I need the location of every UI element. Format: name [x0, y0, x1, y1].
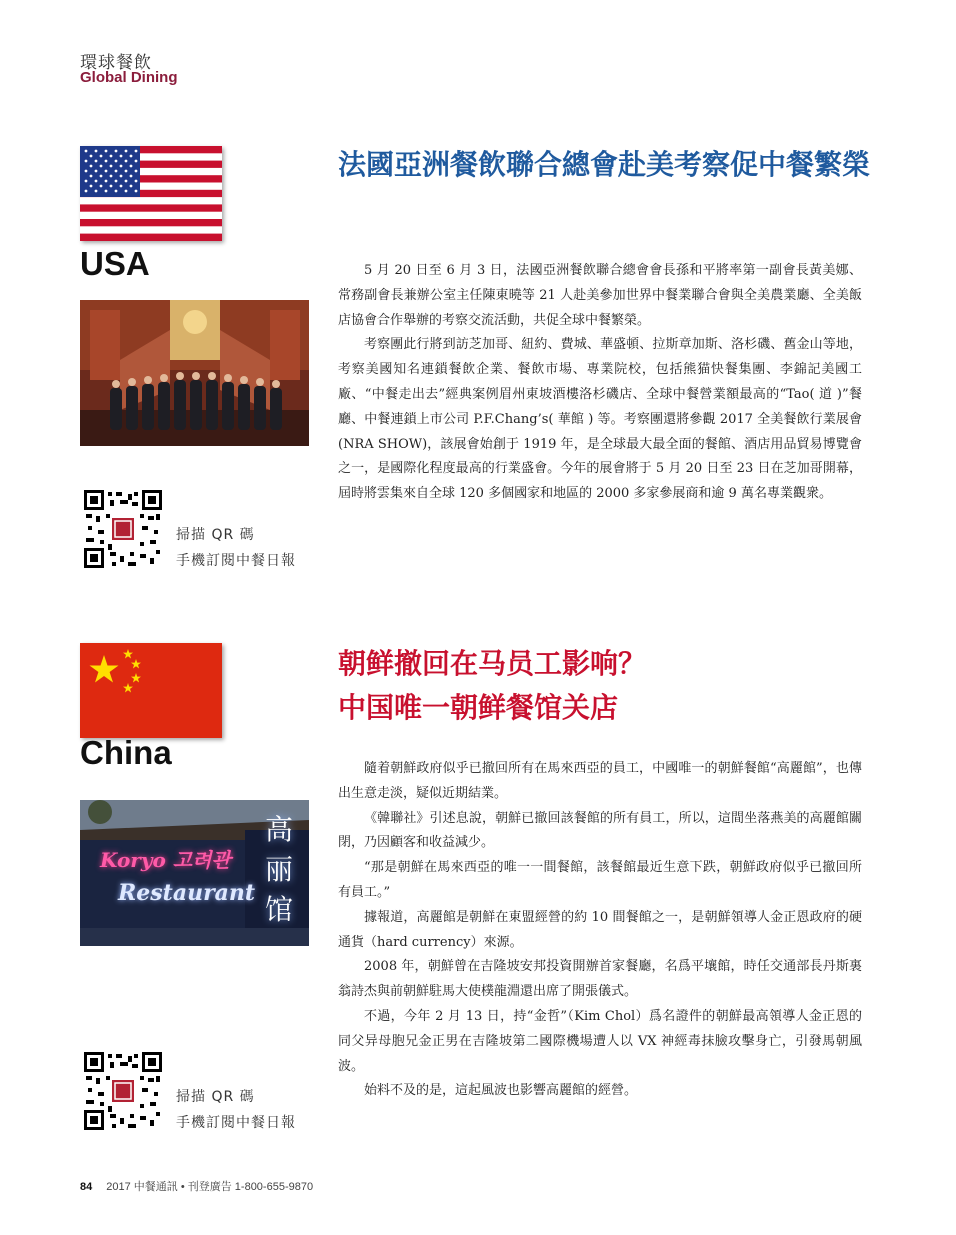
paragraph: 2008 年，朝鮮曾在吉隆坡安邦投資開辦首家餐廳，名爲平壤館，時任交通部長丹斯裏翁詩杰與前朝鮮駐馬大使樸龍淵還出席了開張儀式。 [338, 959, 862, 1000]
usa-flag-image [80, 146, 222, 241]
country-label-china: China [80, 734, 172, 771]
paragraph: “那是朝鮮在馬來西亞的唯一一間餐館，該餐館最近生意下跌，朝鮮政府似乎已撤回所有員工。” [338, 860, 862, 900]
paragraph: 據報道，高麗館是朝鮮在東盟經營的約 10 間餐館之一，是朝鮮領導人金正恩政府的硬通貨（hard currency）來源。 [338, 909, 862, 950]
page-number: 84 [80, 1181, 93, 1193]
sign-koryo-text: Koryo 고려관 [100, 848, 231, 872]
delegation-group-photo [80, 300, 309, 446]
section-title-en: Global Dining [80, 69, 178, 86]
section-title-zh: 環球餐飲 [80, 53, 152, 73]
headline-line1: 朝鲜撤回在马员工影响？ [338, 647, 647, 680]
paragraph: 5 月 20 日至 6 月 3 日，法國亞洲餐飲聯合總會會長孫和平將率第一副會長黃美娜、常務副會長兼辦公室主任陳東曉等 21 人赴美參加世界中餐業聯合會與全美農業廳、全美飯店協會合作舉辦的考察交流活動，共促全球中餐繁榮。 [338, 263, 862, 328]
article-body-china [338, 757, 862, 1104]
qr-caption-line2: 手機訂閱中餐日報 [176, 553, 296, 569]
headline-china [338, 642, 878, 730]
paragraph: 考察團此行將到訪芝加哥、紐約、費城、華盛頓、拉斯章加斯、洛杉磯、舊金山等地，考察美國知名連鎖餐飲企業、餐飲市場、專業院校，包括熊猫快餐集團、李錦記美國工廠、“中餐走出去”經典案例眉州東坡酒樓洛杉磯店、全球中餐營業額最高的“Tao( 道 )”餐廳、中餐連鎖上市公司 P.F.Chang’s( 華館 ) 等。考察團還將參觀 2017 全美餐飲行業展會 (NRA SHOW)，該展會始創于 1919 年，是全球最大最全面的餐館、酒店用品貿易博覽會之一，是國際化程度最高的行業盛會。今年的展會將于 5 月 20 日至 23 日在芝加哥開幕，屆時將雲集來自全球 120 多個國家和地區的 2000 多家參展商和逾 9 萬名專業觀衆。 [338, 337, 862, 502]
qr-caption-line1: 掃描 QR 碼 [176, 527, 255, 543]
paragraph: 始料不及的是，這起風波也影響高麗館的經營。 [364, 1083, 638, 1099]
china-flag-image [80, 643, 222, 738]
paragraph: 《韓聯社》引述息說，朝鮮已撤回該餐館的所有員工，所以，這間坐落燕美的高麗館關閉，乃因顧客和收益減少。 [338, 810, 862, 851]
article-body-usa [338, 259, 862, 507]
qr-caption-china [176, 1084, 296, 1136]
country-label-usa: USA [80, 245, 150, 282]
qr-caption-line1: 掃描 QR 碼 [176, 1089, 255, 1105]
page-footer [80, 1178, 313, 1194]
qr-code-subscribe-china[interactable] [84, 1052, 162, 1130]
paragraph: 不過，今年 2 月 13 日，持“金哲”（Kim Chol）爲名證件的朝鮮最高領導人金正恩的同父异母胞兄金正男在吉隆坡第二國際機場遭人以 VX 神經毒抹臉攻擊身亡，引發馬朝風波。 [338, 1008, 862, 1074]
qr-code-subscribe-usa[interactable] [84, 490, 162, 568]
restaurant-sign-photo [80, 800, 309, 946]
headline-usa: 法國亞洲餐飲聯合總會赴美考察促中餐繁榮 [338, 148, 871, 181]
sign-restaurant-text: Restaurant [118, 880, 256, 906]
qr-caption-line2: 手機訂閱中餐日報 [176, 1115, 296, 1131]
paragraph: 隨着朝鮮政府似乎已撤回所有在馬來西亞的員工，中國唯一的朝鮮餐館“高麗館”，也傳出生意走淡，疑似近期結業。 [338, 761, 862, 801]
sign-vertical-text: 高丽馆 [264, 813, 293, 926]
headline-line2: 中国唯一朝鲜餐馆关店 [338, 691, 619, 724]
footer-text: 2017 中餐通訊 • 刊登廣告 1-800-655-9870 [106, 1181, 314, 1193]
qr-caption-usa [176, 522, 296, 574]
